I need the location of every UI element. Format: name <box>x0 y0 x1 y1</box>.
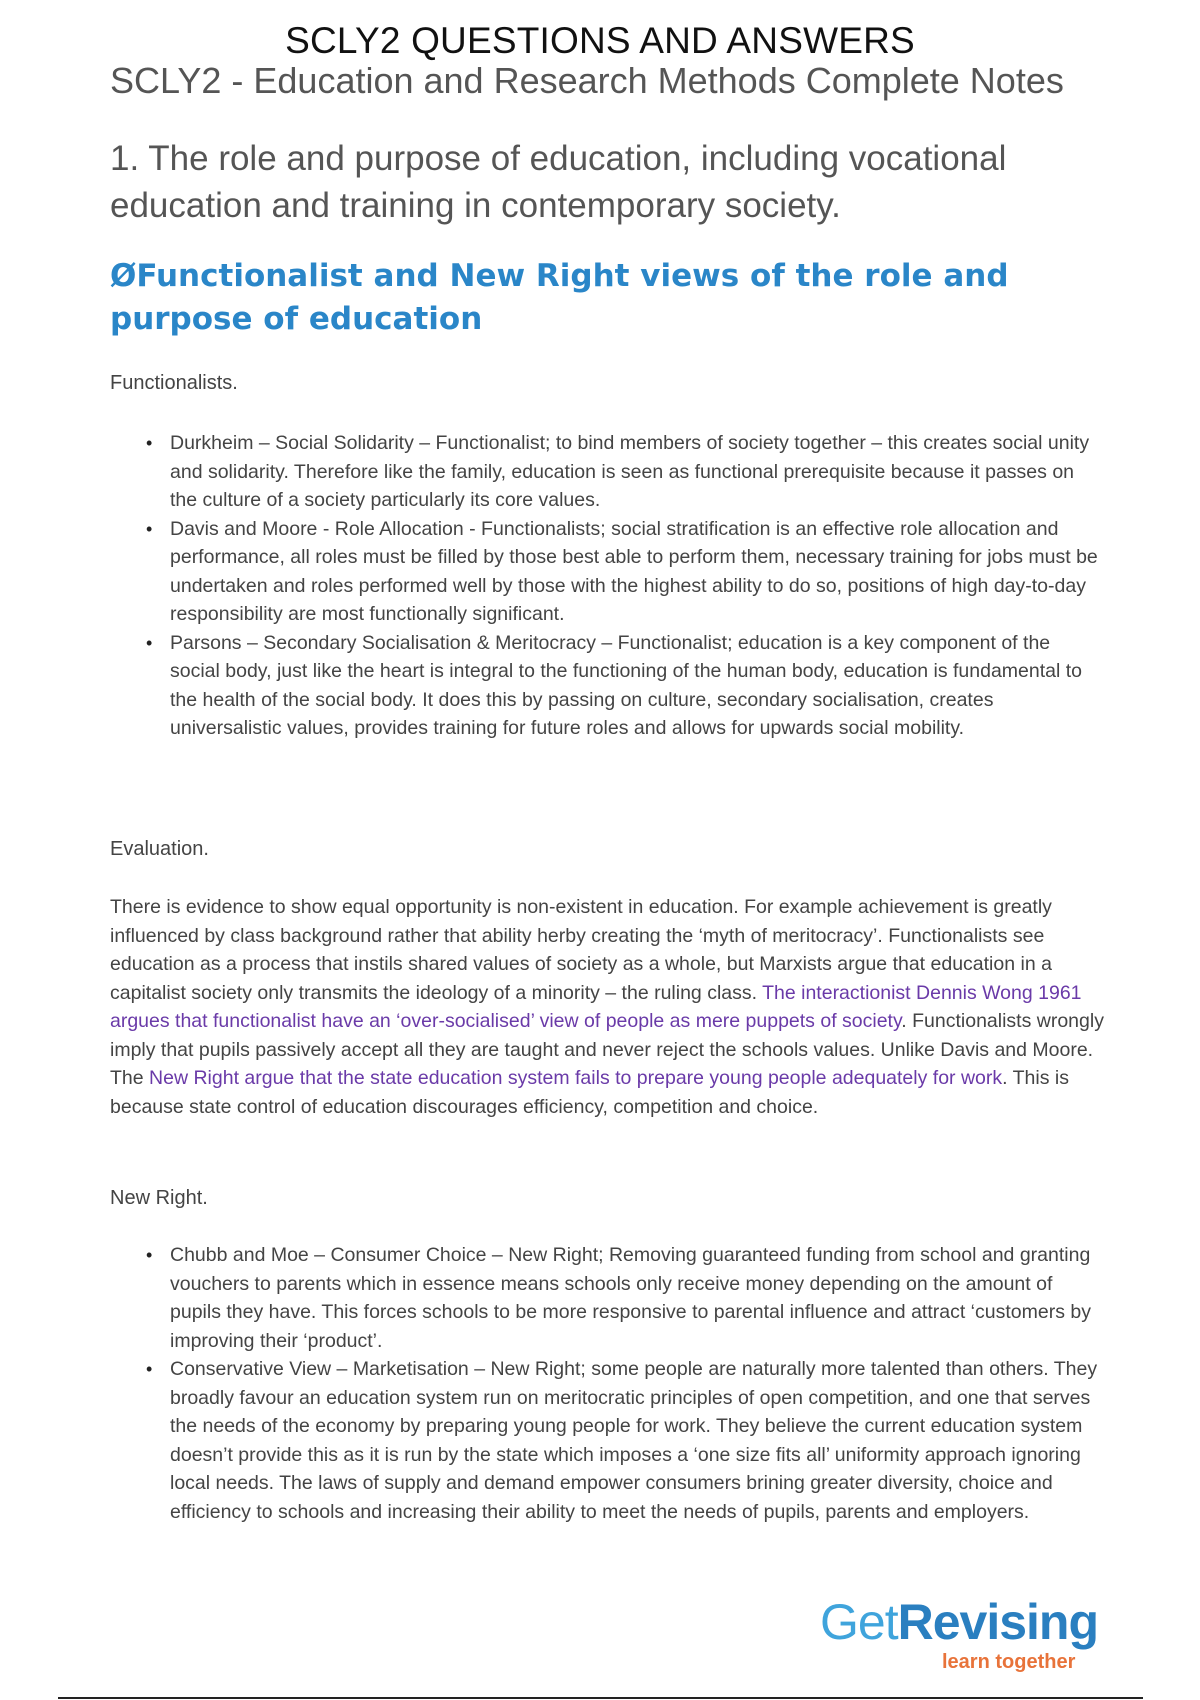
list-item-text: Davis and Moore - Role Allocation - Functionalists; social stratification is an effective role allocation and performance, all roles must be filled by those best able to perform them, necessary training for jobs must be undertaken and roles performed well by those with the highest ability to do so, positions of high day-to-day responsibility are most functionally significant. <box>170 517 1098 625</box>
list-item <box>146 1355 1100 1526</box>
document-subtitle: SCLY2 - Education and Research Methods Complete Notes <box>110 60 1064 101</box>
logo-get: Get <box>820 1594 898 1650</box>
list-item-text: Conservative View – Marketisation – New Right; some people are naturally more talented than others. They broadly favour an education system run on meritocratic principles of open competition, and one that serves the needs of the economy by preparing young people for work. They believe the current education system doesn’t provide this as it is run by the state which imposes a ‘one size fits all’ uniformity approach ignoring local needs. The laws of supply and demand empower consumers brining greater diversity, choice and efficiency to schools and increasing their ability to meet the needs of pupils, parents and employers. <box>170 1358 1098 1523</box>
evaluation-label: Evaluation. <box>110 838 209 860</box>
evaluation-text: There is evidence to show equal opportunity is non-existent in education. For example achievement is greatly influenced by class background rather that ability herby creating the ‘myth of meritocracy’. Functionalists see education as a process that instils shared values of society as a whole, but Marxists argue that education in a capitalist society only transmits the ideology of a minority – the ruling class. <box>110 896 1052 1004</box>
list-item <box>146 629 1100 743</box>
new-right-label: New Right. <box>110 1187 208 1209</box>
functionalists-label: Functionalists. <box>110 372 238 394</box>
bullet-icon: • <box>146 632 153 653</box>
logo-revising: Revising <box>897 1594 1098 1650</box>
document-title: SCLY2 QUESTIONS AND ANSWERS <box>285 20 915 61</box>
new-right-list <box>146 1241 1100 1526</box>
list-item-text: Parsons – Secondary Socialisation & Meritocracy – Functionalist; education is a key component of the social body, just like the heart is integral to the functioning of the human body, education is fundamental to the health of the social body. It does this by passing on culture, secondary socialisation, creates universalistic values, provides training for future roles and allows for upwards social mobility. <box>170 631 1083 739</box>
section-heading: 1. The role and purpose of education, including vocational education and training in contemporary society. <box>110 139 1007 225</box>
evaluation-text: . This is because state control of education discourages efficiency, competition and choice. <box>110 1067 1069 1118</box>
evaluation-paragraph <box>110 893 1110 1121</box>
list-item <box>146 1241 1100 1355</box>
footer-divider <box>58 1697 1143 1699</box>
evaluation-highlight: The interactionist Dennis Wong 1961 argues that functionalist have an ‘over-socialised’ view of people as mere puppets of society <box>110 981 1082 1032</box>
list-item <box>146 515 1100 629</box>
list-item-text: Durkheim – Social Solidarity – Functionalist; to bind members of society together – this creates social unity and solidarity. Therefore like the family, education is seen as functional prerequisite because it passes on the culture of a society particularly its core values. <box>170 432 1090 511</box>
list-item-text: Chubb and Moe – Consumer Choice – New Right; Removing guaranteed funding from school and granting vouchers to parents which in essence means schools only receive money depending on the amount of pupils they have. This forces schools to be more responsive to parental influence and attract ‘customers by improving their ‘product’. <box>170 1244 1091 1352</box>
bullet-icon: • <box>146 433 153 453</box>
logo-wordmark <box>820 1593 1098 1651</box>
functionalists-list <box>146 429 1100 743</box>
bullet-icon: • <box>146 1245 153 1265</box>
evaluation-highlight: New Right argue that the state education system fails to prepare young people adequately for work <box>149 1067 1003 1089</box>
getrevising-logo <box>820 1593 1130 1683</box>
evaluation-text: . Functionalists wrongly imply that pupils passively accept all they are taught and never reject the schools values. Unlike Davis and Moore. The <box>110 1010 1104 1089</box>
section-subheading: ØFunctionalist and New Right views of the role and purpose of education <box>110 258 1009 337</box>
bullet-icon: • <box>146 1359 153 1379</box>
bullet-icon: • <box>146 518 153 539</box>
logo-tagline: learn together <box>942 1651 1076 1673</box>
list-item <box>146 429 1100 515</box>
